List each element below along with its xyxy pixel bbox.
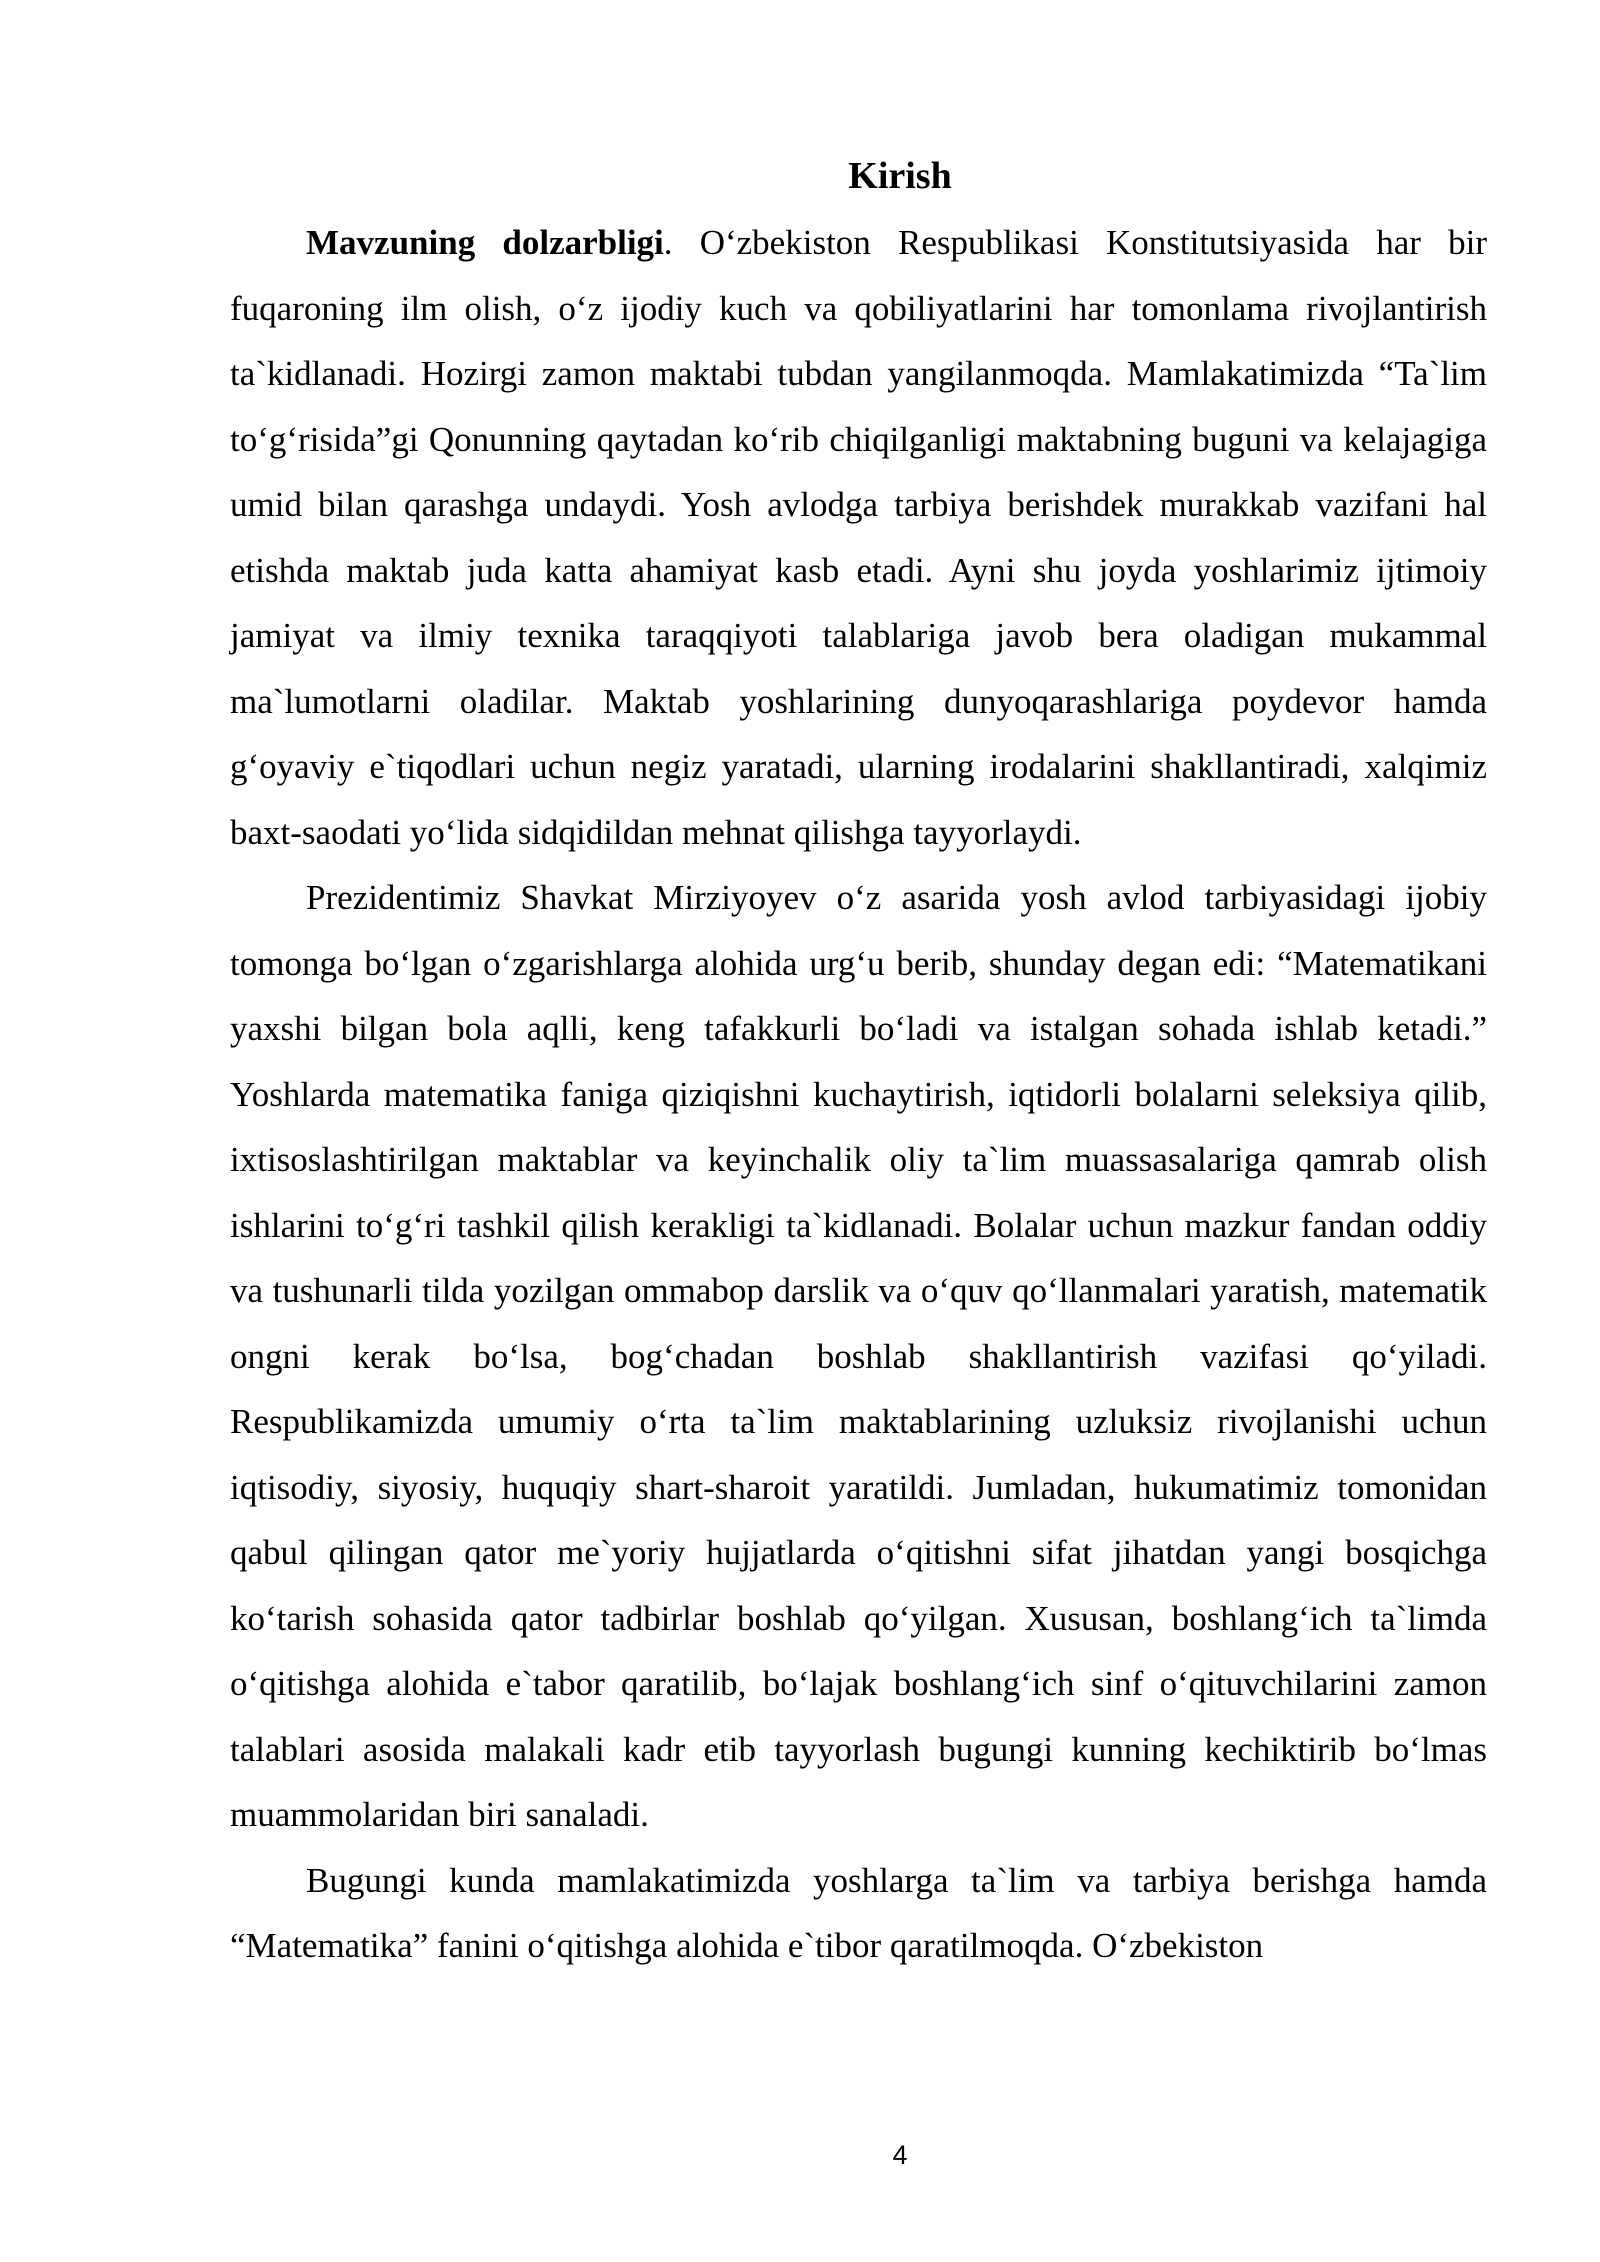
paragraph-relevance [230, 210, 1487, 865]
paragraph-today: Bugungi kunda mamlakatimizda yoshlarga ta`lim va tarbiya berishga hamda “Matematika” fanini o‘qitishga alohida e`tibor qaratilmoqda. O‘zbekiston [230, 1860, 1487, 1965]
section-heading: Kirish [848, 155, 952, 197]
body-text [230, 210, 1487, 1979]
paragraph-president: Prezidentimiz Shavkat Mirziyoyev o‘z asarida yosh avlod tarbiyasidagi ijobiy tomonga bo‘lgan o‘zgarishlarga alohida urg‘u berib, shunday degan edi: “Matematikani yaxshi bilgan bola aqlli, keng tafakkurli bo‘ladi va istalgan sohada ishlab ketadi.” Yoshlarda matematika faniga qiziqishni kuchaytirish, iqtidorli bolalarni seleksiya qilib, ixtisoslashtirilgan maktablar va keyinchalik oliy ta`lim muassasalariga qamrab olish ishlarini to‘g‘ri tashkil qilish kerakligi ta`kidlanadi. Bolalar uchun mazkur fandan oddiy va tushunarli tilda yozilgan ommabop darslik va o‘quv qo‘llanmalari yaratish, matematik ongni kerak bo‘lsa, bog‘chadan boshlab shakllantirish vazifasi qo‘yiladi. Respublikamizda umumiy o‘rta ta`lim maktablarining uzluksiz rivojlanishi uchun iqtisodiy, siyosiy, huquqiy shart-sharoit yaratildi. Jumladan, hukumatimiz tomonidan qabul qilingan qator me`yoriy hujjatlarda o‘qitishni sifat jihatdan yangi bosqichga ko‘tarish sohasida qator tadbirlar boshlab qo‘yilgan. Xususan, boshlang‘ich ta`limda o‘qitishga alohida e`tabor qaratilib, bo‘lajak boshlang‘ich sinf o‘qituvchilarini zamon talablari asosida malakali kadr etib tayyorlash bugungi kunning kechiktirib bo‘lmas muammolaridan biri sanaladi. [230, 878, 1487, 1834]
relevance-text: . O‘zbekiston Respublikasi Konstitutsiyasida har bir fuqaroning ilm olish, o‘z ijodiy kuch va qobiliyatlarini har tomonlama rivojlantirish ta`kidlanadi. Hozirgi zamon maktabi tubdan yangilanmoqda. Mamlakatimizda “Ta`lim to‘g‘risida”gi Qonunning qaytadan ko‘rib chiqilganligi maktabning buguni va kelajagiga umid bilan qarashga undaydi. Yosh avlodga tarbiya berishdek murakkab vazifani hal etishda maktab juda katta ahamiyat kasb etadi. Ayni shu joyda yoshlarimiz ijtimoiy jamiyat va ilmiy texnika taraqqiyoti talablariga javob bera oladigan mukammal ma`lumotlarni oladilar. Maktab yoshlarining dunyoqarashlariga poydevor hamda g‘oyaviy e`tiqodlari uchun negiz yaratadi, ularning irodalarini shakllantiradi, xalqimiz baxt-saodati yo‘lida sidqidildan mehnat qilishga tayyorlaydi. [230, 223, 1487, 852]
page-number: 4 [892, 2140, 908, 2170]
relevance-lead: Mavzuning dolzarbligi [306, 223, 664, 262]
